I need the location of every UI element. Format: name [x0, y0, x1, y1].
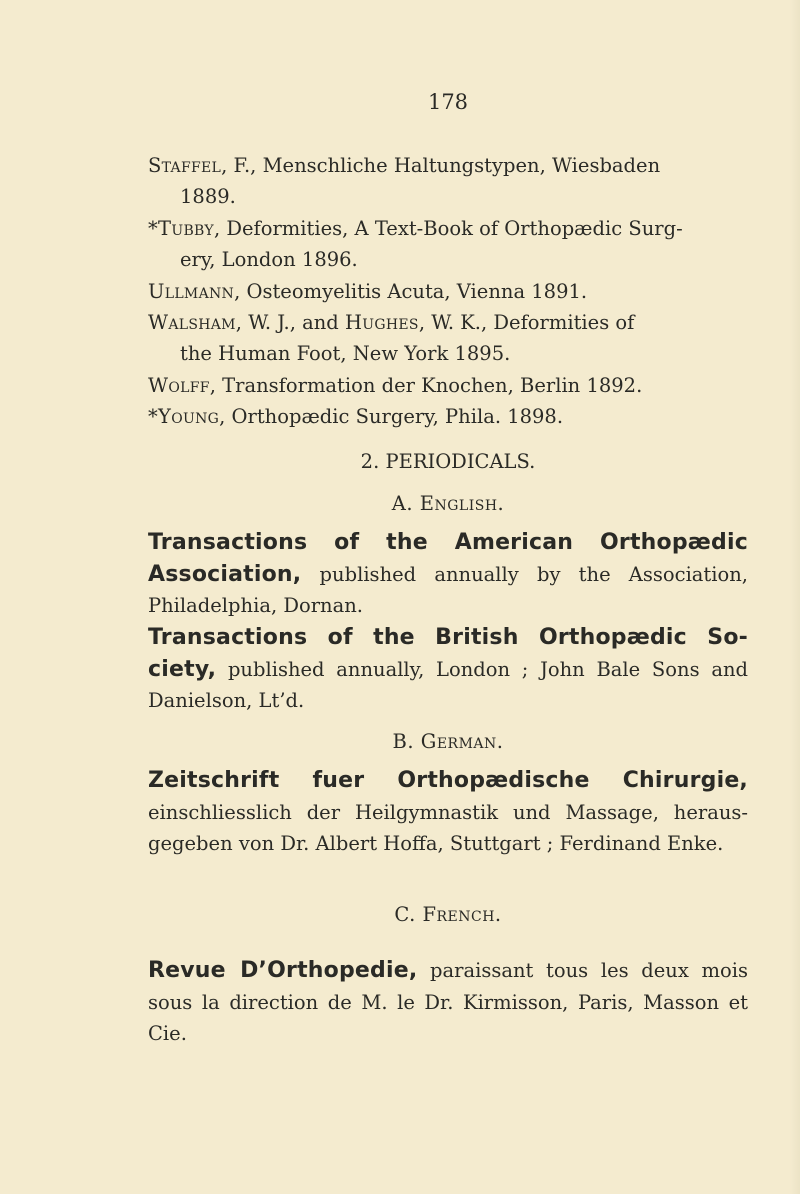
- periodical-title: Transactions of the American Orthopædic Association,: [148, 530, 748, 587]
- group-heading-french: C. French.: [394, 903, 502, 926]
- bibliography-entry: [148, 276, 748, 307]
- entry-text-continued: 1889.: [180, 185, 236, 208]
- group-heading-german: B. German.: [392, 730, 504, 753]
- periodical-entry: [148, 765, 748, 860]
- entry-text: , F., Menschliche Haltungstypen, Wiesbaden: [221, 154, 661, 177]
- periodical-entry: [148, 955, 748, 1050]
- entry-text: , W. J., and: [235, 311, 345, 334]
- entry-author: Ullmann: [148, 280, 235, 303]
- entry-author: *Tubby: [148, 217, 214, 240]
- entry-text: , Orthopædic Surgery, Phila. 1898.: [219, 405, 564, 428]
- periodical-title: Transactions of the British Orthopædic So-ciety,: [148, 625, 748, 682]
- entry-text: , W. K., Deformities of: [418, 311, 635, 334]
- entry-author: Wolff: [148, 374, 210, 397]
- bibliography-entry: [148, 401, 748, 432]
- page-edge-shadow: [790, 0, 800, 1194]
- entry-text-continued: ery, London 1896.: [180, 248, 358, 271]
- entry-text: , Transformation der Knochen, Berlin 1892.: [209, 374, 643, 397]
- entry-author: Walsham: [148, 311, 236, 334]
- periodical-title: Zeitschrift fuer Orthopædische Chirurgie,: [148, 768, 748, 793]
- entry-text-continued: the Human Foot, New York 1895.: [180, 342, 511, 365]
- periodical-text: einschliesslich der Heilgymnastik und Massage, heraus-gegeben von Dr. Albert Hoffa, Stuttgart ; Ferdinand Enke.: [148, 800, 748, 855]
- entry-author: Staffel: [148, 154, 222, 177]
- entry-author: *Young: [148, 405, 220, 428]
- bibliography-entry: [148, 307, 748, 369]
- bibliography-entry: [148, 213, 748, 275]
- group-heading-english: A. English.: [391, 492, 505, 515]
- entry-text: , Osteomyelitis Acuta, Vienna 1891.: [234, 280, 588, 303]
- entry-coauthor: Hughes: [345, 311, 419, 334]
- periodical-title: Revue D’Orthopedie,: [148, 958, 418, 983]
- periodical-text: published annually, London ; John Bale Sons and Danielson, Lt’d.: [148, 657, 748, 712]
- periodical-text: paraissant tous les deux mois sous la direction de M. le Dr. Kirmisson, Paris, Masson et Cie.: [148, 959, 748, 1045]
- bibliography-entry: [148, 150, 748, 212]
- periodical-entry: [148, 527, 748, 622]
- section-heading: 2. PERIODICALS.: [360, 450, 536, 473]
- bibliography-entry: [148, 370, 748, 401]
- periodical-entry: [148, 622, 748, 717]
- periodical-text: published annually by the Association, Philadelphia, Dornan.: [148, 562, 748, 617]
- page-number: 178: [427, 90, 469, 114]
- entry-text: , Deformities, A Text-Book of Orthopædic Surg-: [213, 217, 683, 240]
